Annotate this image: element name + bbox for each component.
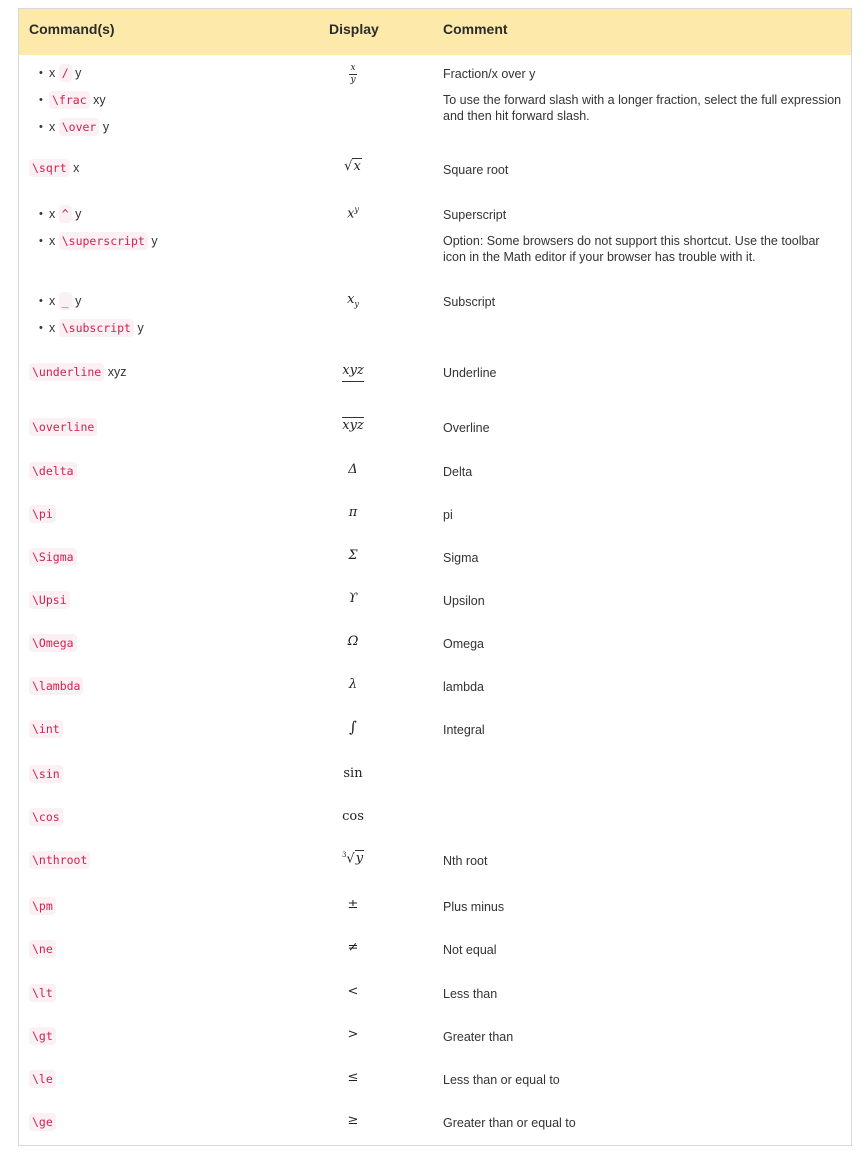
comment: Integral — [443, 723, 485, 737]
display-greater-equal: ≥ — [347, 1113, 359, 1128]
shortcut-table — [18, 8, 852, 1146]
code-pill: \underline — [29, 363, 104, 381]
code-pill: \frac — [49, 91, 90, 109]
table-row — [19, 1070, 851, 1100]
display-not-equal: ≠ — [347, 940, 359, 955]
table-row — [19, 418, 851, 448]
display-nthroot: $^3$√y — [341, 851, 364, 867]
command-list — [49, 207, 158, 261]
display-plus-minus: ± — [347, 897, 359, 912]
code-pill: \lt — [29, 984, 56, 1002]
table-row: \sqrt x √x Square root — [19, 159, 851, 193]
code-pill: \gt — [29, 1027, 56, 1045]
command-list — [49, 294, 144, 348]
table-row — [19, 591, 851, 621]
comment: Square root — [443, 163, 509, 177]
comment: Fraction/x over y — [443, 67, 536, 81]
table-row — [19, 64, 851, 154]
table-row: \underline xyz xyz Underline — [19, 363, 851, 403]
table-row — [19, 851, 851, 881]
code-pill: \le — [29, 1070, 56, 1088]
comment: lambda — [443, 680, 484, 694]
code-pill: ^ — [59, 205, 72, 223]
code-pill: \sin — [29, 765, 63, 783]
comment: Greater than — [443, 1030, 514, 1044]
code-pill: \cos — [29, 808, 63, 826]
code-pill: \sqrt — [29, 159, 70, 177]
command-item: • x ^ y — [49, 207, 158, 234]
display-integral: ∫ — [349, 718, 357, 736]
comment: Less than or equal to — [443, 1073, 560, 1087]
comment: Plus minus — [443, 900, 505, 914]
code-pill: \nthroot — [29, 851, 90, 869]
comment: Upsilon — [443, 594, 485, 608]
command-item: • x \superscript y — [49, 234, 158, 261]
table-row — [19, 897, 851, 927]
code-pill: \over — [59, 118, 100, 136]
code-pill: \ne — [29, 940, 56, 958]
table-row — [19, 677, 851, 707]
code-pill: \pm — [29, 897, 56, 915]
code-pill: \pi — [29, 505, 56, 523]
command-item: • x \over y — [49, 120, 109, 147]
comment: Not equal — [443, 943, 497, 957]
display-less-equal: ≤ — [347, 1070, 359, 1085]
code-pill: \ge — [29, 1113, 56, 1131]
code-pill: \subscript — [59, 319, 134, 337]
display-sqrt: √x — [344, 159, 361, 174]
table-row — [19, 505, 851, 535]
comment: Subscript — [443, 295, 496, 309]
command-item: • x / y — [49, 66, 109, 93]
code-pill: \Sigma — [29, 548, 77, 566]
command-item: • x _ y — [49, 294, 144, 321]
display-omega: Ω — [347, 634, 359, 649]
comment: Less than — [443, 987, 498, 1001]
display-subscript: $x_y$ — [347, 292, 359, 309]
table-row — [19, 808, 851, 838]
table-row — [19, 720, 851, 750]
display-greater-than: > — [347, 1027, 359, 1042]
command-item: • \frac xy — [49, 93, 109, 120]
comment: pi — [443, 508, 453, 522]
comment: Omega — [443, 637, 484, 651]
comment-note: Option: Some browsers do not support this shortcut. Use the toolbar icon in the Math editor if your browser has trouble with it. — [443, 234, 820, 264]
code-pill: \superscript — [59, 232, 148, 250]
display-lambda: λ — [348, 677, 358, 692]
code-pill: \overline — [29, 418, 97, 436]
display-fraction: $\frac{x}{y}$ — [350, 63, 356, 85]
comment: Delta — [443, 465, 473, 479]
header-command: Command(s) — [29, 21, 115, 37]
table-row — [19, 292, 851, 352]
display-superscript: $x^y$ — [347, 205, 359, 222]
code-pill: / — [59, 64, 72, 82]
table-header — [19, 9, 851, 55]
table-row — [19, 205, 851, 285]
comment: Overline — [443, 421, 490, 435]
code-pill: \Omega — [29, 634, 77, 652]
code-pill: \int — [29, 720, 63, 738]
comment: Sigma — [443, 551, 479, 565]
display-overline: xyz — [342, 418, 364, 433]
table-row — [19, 1113, 851, 1143]
code-pill: \lambda — [29, 677, 83, 695]
display-sin: sin — [343, 766, 363, 781]
table-row — [19, 984, 851, 1014]
comment: Greater than or equal to — [443, 1116, 576, 1130]
display-pi: π — [348, 505, 358, 520]
code-pill: _ — [59, 292, 72, 310]
table-row — [19, 462, 851, 492]
table-row — [19, 765, 851, 795]
command-list — [49, 66, 109, 147]
header-display: Display — [329, 21, 379, 37]
table-row — [19, 1027, 851, 1057]
code-pill: \delta — [29, 462, 77, 480]
table-row — [19, 548, 851, 578]
display-upsilon: ϒ — [348, 591, 358, 606]
command-item: • x \subscript y — [49, 321, 144, 348]
display-sigma: Σ — [348, 548, 358, 563]
code-pill: \Upsi — [29, 591, 70, 609]
comment: Underline — [443, 366, 497, 380]
table-row — [19, 634, 851, 664]
table-row — [19, 940, 851, 970]
comment: Nth root — [443, 854, 488, 868]
header-comment: Comment — [443, 21, 508, 37]
display-delta: Δ — [348, 462, 358, 477]
display-less-than: < — [347, 984, 359, 999]
comment: Superscript — [443, 208, 507, 222]
display-underline: xyz — [342, 363, 364, 382]
display-cos: cos — [342, 809, 364, 824]
comment-note: To use the forward slash with a longer fraction, select the full expression and then hit forward slash. — [443, 93, 842, 123]
